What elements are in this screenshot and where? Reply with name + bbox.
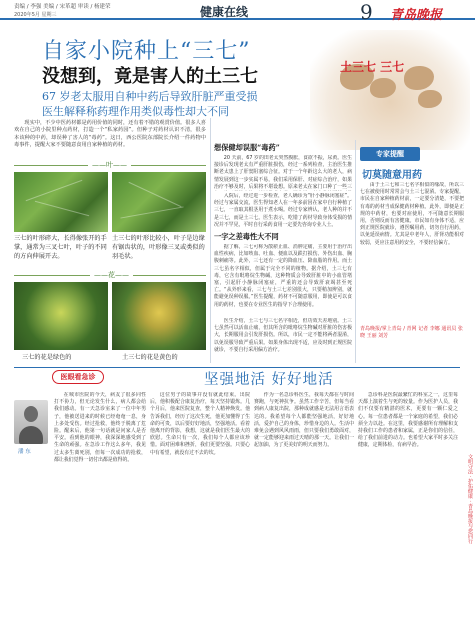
column-tag: 医眼看急诊 — [52, 370, 104, 384]
sanqi-flower-photo — [14, 282, 108, 350]
column-text-3: 作为一名急诊科医生，我每天都在与时间赛跑，与死神抗争。虽然工作辛苦，但每当看到病人康复出院，那种成就感是无法用言语表达的。我希望每个人都能坚强地活，好好地活，爱护自己的身体，珍惜身边的人。生活中难免会遇到风风雨雨，但只要我们勇敢面对，就一定能够迎来雨过天晴的那一天。让我们一起加油，为了更美好的明天而努力。 — [254, 392, 354, 449]
brand-logo: 青岛晚报 — [390, 8, 443, 23]
body-text-1: 20 天前，67 岁的田老太突然腹胀，食欲不振，尿黄。医生接诊后发现老太有严重肝脏损伤，经过一系列检查，主治医生推断老太患上了肝窦阻塞综合征。对于一个年龄这么大的老人，病情发展到这一步实属不易，我们采用保肝、对症综合治疗，如果治疗不够及时，后果将不堪设想。原来老太在家门口种了一些三 — [214, 155, 352, 190]
author-name: 潘 东 — [18, 449, 31, 455]
page-number: 9 — [360, 0, 373, 24]
column-text-2: 这位男子的故事并没有就此结束。出院后，他积极配合康复治疗，每天坚持锻炼。几个月后，他来医院复查，整个人精神焕发。他告诉我们，经历了这次生死，他更加懂得了生命的可贵，以后要好好地活，坚强地活。看着他离开的背影，我想，这就是我们医生最大的欣慰。生命只有一次，我们每个人都应该珍惜。面对困难和挫折，我们更要坚强。只要心中有希望，就没有过不去的坎。 — [150, 392, 250, 456]
expert-tip-heading: 切莫随意用药 — [362, 170, 422, 181]
subhead-difference: 一字之差毒性大不同 — [214, 232, 279, 241]
tu-sanqi-leaf-caption: 土三七的叶形比较小，叶子是边缘有锯齿状的，叶形像三叉或类似的羽毛状。 — [112, 235, 205, 260]
headline-title: 自家小院种上“三七” — [42, 39, 251, 64]
headline-deck-1: 67 岁老太服用自种中药后导致肝脏严重受损 — [42, 90, 258, 103]
section-title: 健康在线 — [200, 5, 249, 19]
leaf-section-label: ——叶—— — [88, 160, 131, 170]
headline-deck-2: 医生解释称药理作用类似毒性却大不同 — [42, 105, 229, 118]
tu-sanqi-flower-photo — [112, 282, 206, 350]
author-portrait — [14, 400, 48, 444]
issue-date: 2020年5月 星期三 — [14, 12, 57, 18]
column-text-4: 急诊科是医院最繁忙的科室之一，这里每天都上演着生与死的较量。作为医护人员，我们不仅要有精湛的医术，更要有一颗仁爱之心。每一位患者都是一个家庭的希望，我们必须全力以赴。在这里，我要感谢所有理解和支持我们工作的患者和家属，正是你们的信任，给了我们前进的动力。也希望大家平时多关注健康，定期体检，有病早治。 — [358, 392, 458, 449]
sanqi-leaf-caption: 三七的叶形碎大，长得像张开的手掌，通常为三叉七叶，叶子的不同的方向伸展开去。 — [14, 235, 107, 260]
sanqi-leaf-photo — [14, 172, 108, 232]
flower-section-label: ——花—— — [90, 270, 133, 280]
column-rule-2 — [355, 140, 356, 363]
side-banner: 文明守法 · 护佑健康 · 青岛晚报与您同行 — [467, 454, 473, 544]
column-text-1: 在城市医院的今天，病友了很多同性打不协力，但无论发生什么，病人都会给我们感动。有一天急诊室来了一位中年男子，他被送进来的时候已经奄奄一息，身上多处受伤。经过抢救，他终于脱离了危险。醒来后，他第一句话就是问家人是否平安。看到他的眼神，我深深地感受到了生命的顽强。在急诊工作这么多年，我见过太多生离死别，但每一次成功的抢救，都让我们觉得一切付出都是值得的。 — [54, 392, 146, 463]
herb-photo-caption: 土三七 三七 — [340, 60, 405, 74]
tu-sanqi-leaf-photo — [112, 172, 206, 232]
body-text-3: 据了解，三七可称为散瘀止血、消肿定痛，主要用于治疗出血性疾病，比如咳血、吐血、便血以及跌打损伤、外伤出血、胸腹刺痛等。此外，三七还有一定的降血压、降血脂的作用。而土三七虽名字相似，但属于完全不同的植物。据介绍，土三七有毒，它含有吡咯烷生物碱，这种物质会导致肝脏中的小血管堵塞，引起肝小静脉闭塞症，严重的还会导致肝衰竭甚至死亡。“从外形来看，三七与土三七差别很大，只要稍加辨别，就能避免误种误服。”医生提醒，药材不可随意服用，即使是可以食用的药材，也要在专业医生的指导下合理使用。 — [214, 244, 352, 308]
column-rule-1 — [210, 118, 211, 363]
expert-tip-text: 由于土三七和三七名字相似的缘故，所以三七在被使用时常常会与土三七混淆。专家提醒，市民在自家种植药材前，一定要分清楚，不要把有毒的药材当成保健药材种植。此外，即便是正规的中药材，也要对症使用，不可随意长期服用，否则反而有害健康。市民如有身体不适，应到正规医院就诊，遵医嘱用药，切勿自行用药，以免延误病情。尤其是中老年人，肝肾功能相对较弱，更应注意用药安全，不要轻信偏方。 — [360, 182, 464, 246]
article-lead: 现实中，不少中医药材都是药用价值的同时，还有着不错的观赏价值。很多人喜欢在自己的小院里种点药材，打造一个“私家药园”。但种子对药材认识不清，很多本该种的中药，却误种了害人的“毒药”。这日，西公医院东部院长介绍一件药物中毒事件，提醒大家不要随意食用自家种植的药材。 — [14, 120, 206, 149]
editor-credits: 责编 / 李强 美编 / 宋革超 审读 / 杨建荣 — [14, 4, 111, 10]
expert-tip-tag: 专家提醒 — [360, 147, 420, 161]
body-text-2: 入院后，经过进一步检查，老人确诊为“肝小静脉闭塞症”。经过与家属交流，医生得知老人在一年多前因在家中自行种植了三七，一直取其根茎用于煮水喝。经过专家辨认，老人种的并不是三七，而是土三七。医生表示，吃错了药材导致身体受损的情况并不罕见，平时自行采药食用一定要先咨询专业人士。 — [214, 193, 352, 228]
headline-subtitle: 没想到，竟是害人的土三七 — [42, 66, 258, 87]
article-byline: 青岛晚报/掌上青岛 / 青网 记者 李娜 通讯员 张晓 王丽 刘芳 — [360, 326, 463, 340]
body-text-4: 医生介绍，土三七与三七名字相近，但功效天差地别。土三七虽然可以活血止痛，但其所含的吡咯烷生物碱对肝脏的伤害极大，长期服用会引发肝损伤。所以，市民一定不能将两者混淆，以免误服导致严重后果。如果身体出现不适，应及时到正规医院就诊，不要自行采用偏方治疗。 — [214, 318, 352, 353]
subhead-misuse: 想保健却误服“毒药” — [214, 143, 280, 152]
sanqi-flower-caption: 三七的花是绿色的 — [22, 354, 72, 361]
column-title: 坚强地活 好好地活 — [204, 372, 334, 388]
tu-sanqi-flower-caption: 土三七的花是黄色的 — [122, 354, 178, 361]
herb-root-photo — [310, 30, 470, 150]
